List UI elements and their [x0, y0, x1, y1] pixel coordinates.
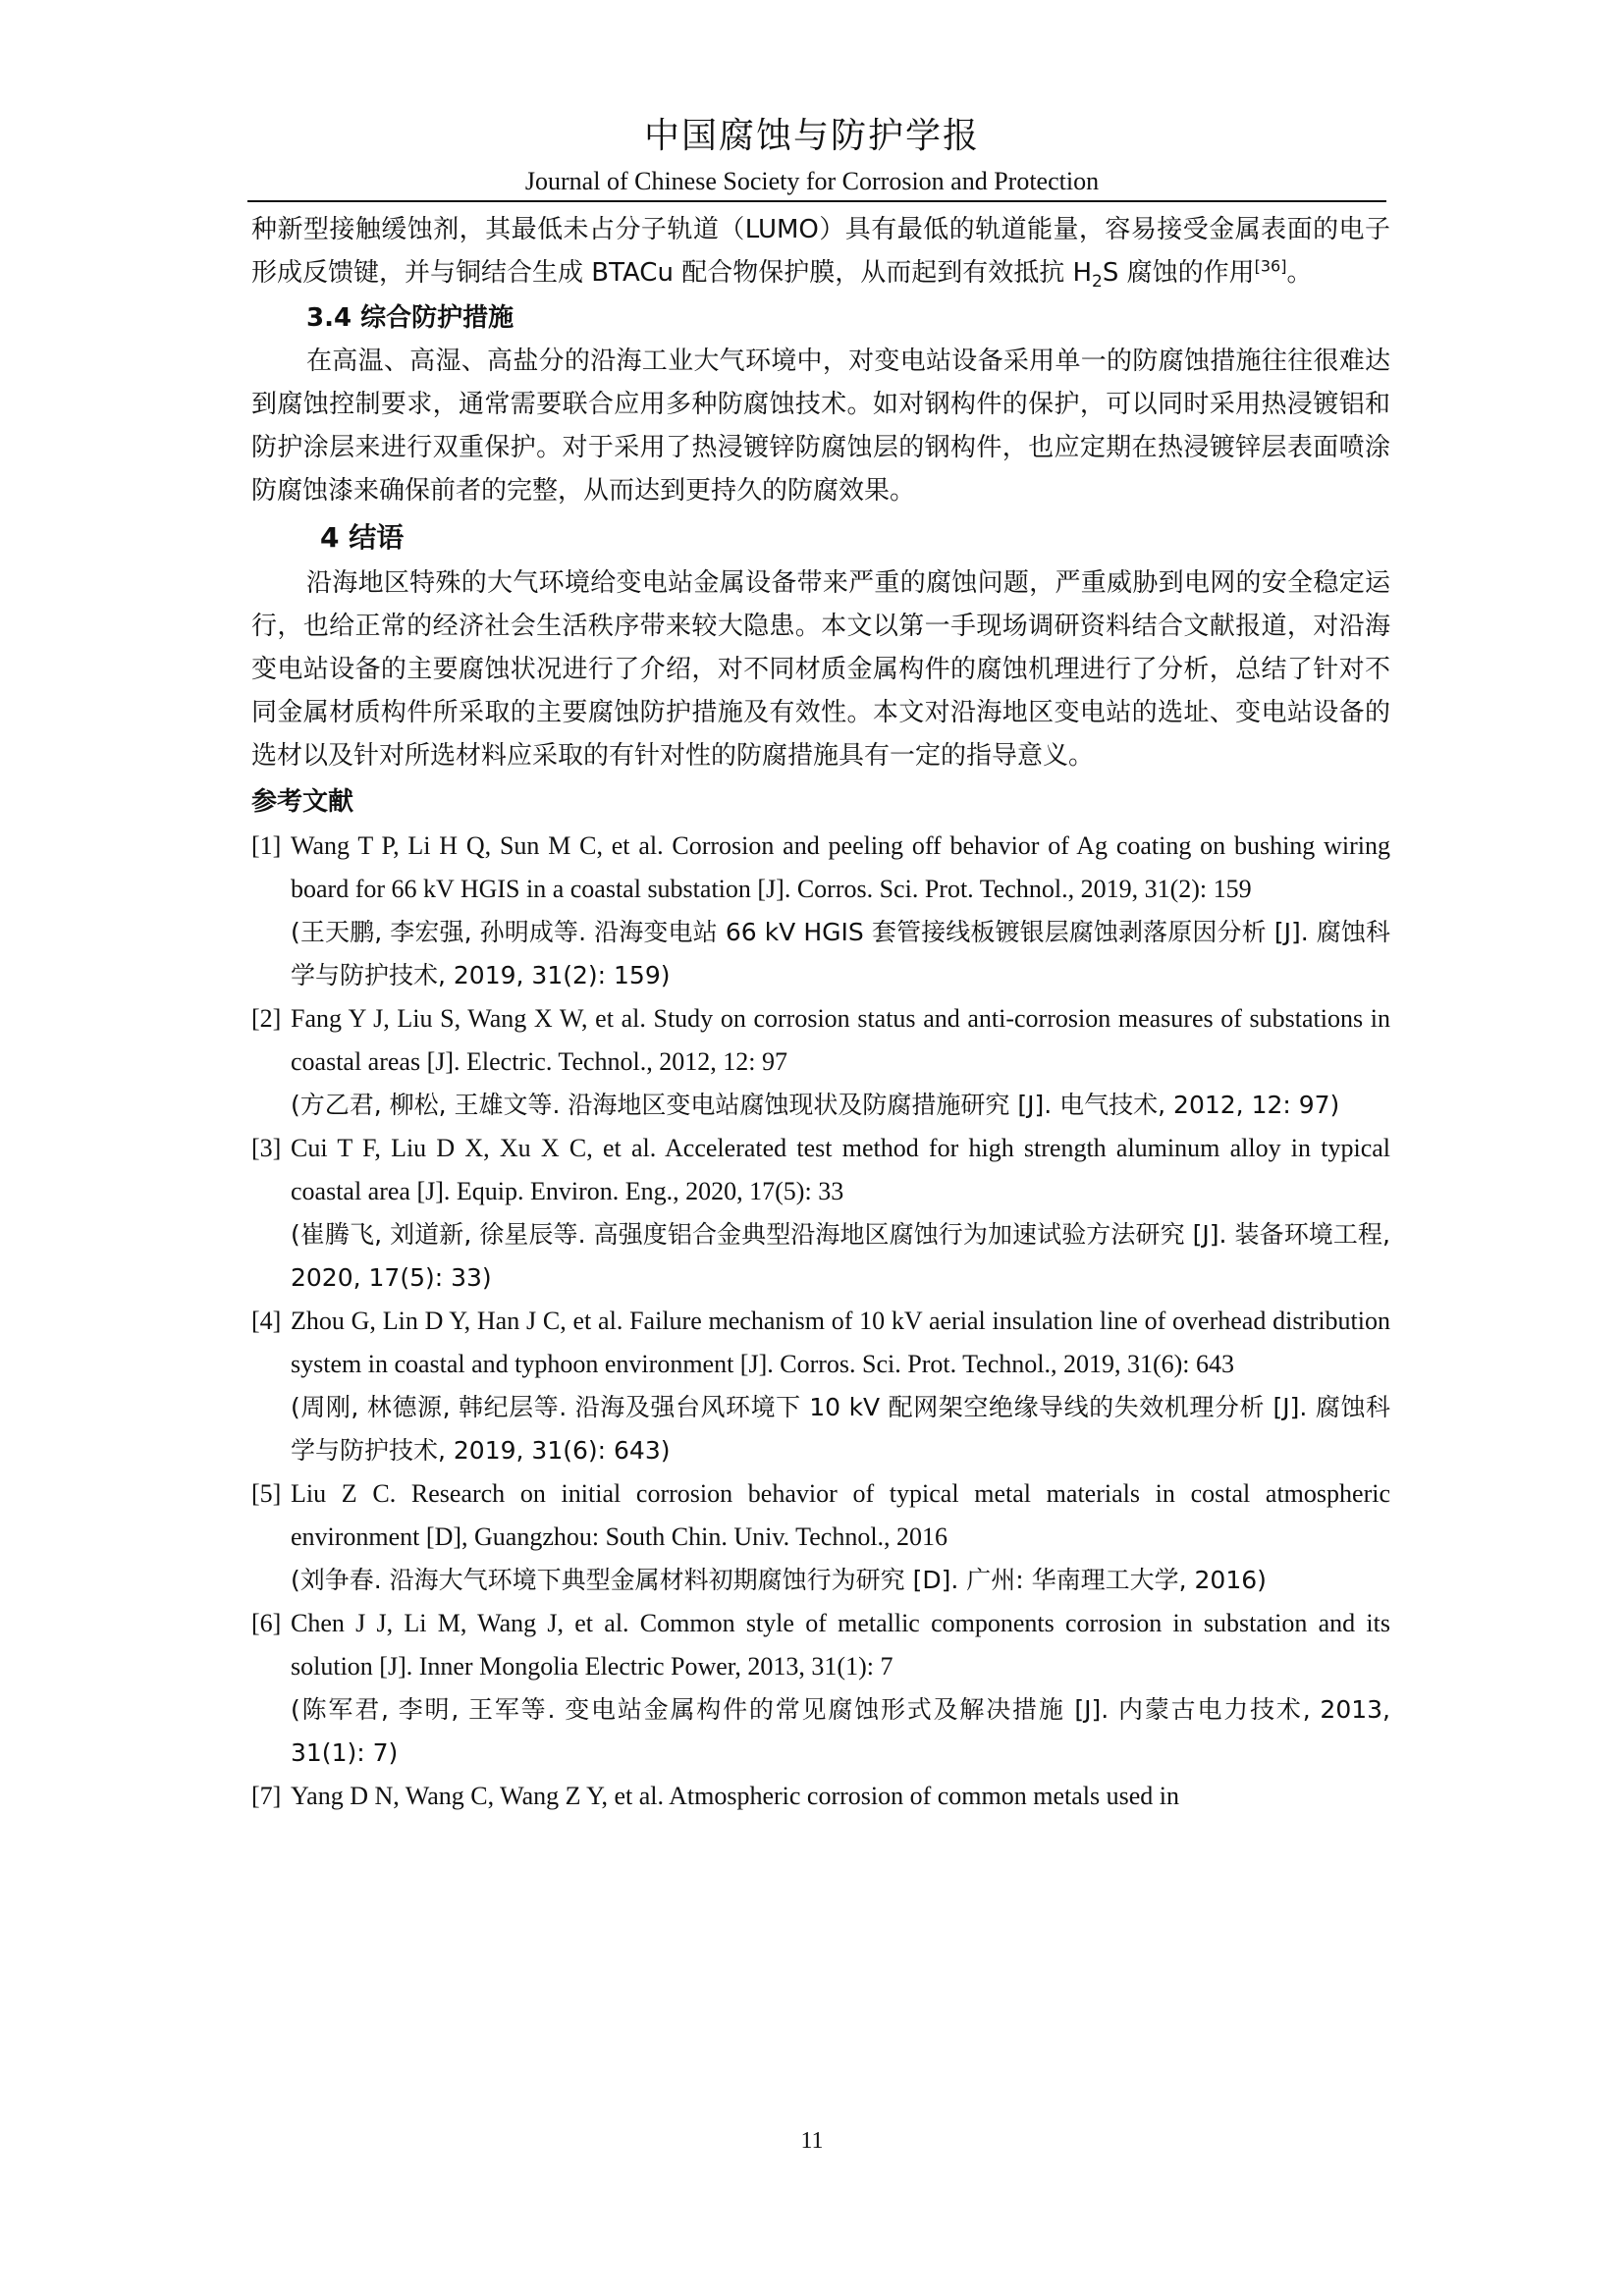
reference-cn: (陈军君, 李明, 王军等. 变电站金属构件的常见腐蚀形式及解决措施 [J]. 内蒙古电力技术, 2013, 31(1): 7) [291, 1695, 1390, 1767]
reference-item [251, 825, 1390, 997]
reference-item [251, 1472, 1390, 1602]
reference-item [251, 1775, 1390, 1818]
reference-item [251, 997, 1390, 1127]
reference-en: Zhou G, Lin D Y, Han J C, et al. Failure mechanism of 10 kV aerial insulation line of overhead distribution system in coastal and typhoon environment [J]. Corros. Sci. Prot. Technol., 2019, 31(6): 643 [291, 1307, 1390, 1378]
reference-en: Liu Z C. Research on initial corrosion behavior of typical metal materials in costal atmospheric environment [D], Guangzhou: South Chin. Univ. Technol., 2016 [291, 1479, 1390, 1551]
reference-cn: (周刚, 林德源, 韩纪层等. 沿海及强台风环境下 10 kV 配网架空绝缘导线的失效机理分析 [J]. 腐蚀科学与防护技术, 2019, 31(6): 643) [291, 1393, 1390, 1465]
continuation-text-a: 种新型接触缓蚀剂，其最低未占分子轨道（LUMO）具有最低的轨道能量，容易接受金属表面的电子形成反馈键，并与铜结合生成 BTACu 配合物保护膜，从而起到有效抵抗 H [251, 215, 1390, 288]
reference-cn: (王天鹏, 李宏强, 孙明成等. 沿海变电站 66 kV HGIS 套管接线板镀银层腐蚀剥落原因分析 [J]. 腐蚀科学与防护技术, 2019, 31(2): 159) [291, 918, 1390, 989]
reference-number: [6] [251, 1609, 282, 1637]
section-3-4-heading: 3.4 综合防护措施 [306, 303, 514, 333]
reference-item [251, 1127, 1390, 1300]
reference-cn: (方乙君, 柳松, 王雄文等. 沿海地区变电站腐蚀现状及防腐措施研究 [J]. 电气技术, 2012, 12: 97) [291, 1091, 1340, 1119]
continuation-text-b: S 腐蚀的作用 [1102, 258, 1255, 288]
continuation-paragraph [251, 208, 1390, 294]
main-text [251, 208, 1390, 1818]
journal-title-en: Journal of Chinese Society for Corrosion and Protection [524, 167, 1100, 195]
reference-en: Chen J J, Li M, Wang J, et al. Common style of metallic components corrosion in substation and its solution [J]. Inner Mongolia Electric Power, 2013, 31(1): 7 [291, 1609, 1390, 1681]
reference-cn: (崔腾飞, 刘道新, 徐星辰等. 高强度铝合金典型沿海地区腐蚀行为加速试验方法研究 [J]. 装备环境工程, 2020, 17(5): 33) [291, 1220, 1390, 1292]
reference-number: [7] [251, 1782, 282, 1810]
reference-number: [3] [251, 1134, 282, 1162]
reference-number: [2] [251, 1004, 282, 1033]
reference-number: [4] [251, 1307, 282, 1335]
continuation-end: 。 [1286, 258, 1313, 288]
reference-item [251, 1300, 1390, 1472]
citation-36: [36] [1254, 256, 1287, 276]
reference-item [251, 1602, 1390, 1775]
page-number: 11 [800, 2128, 824, 2154]
header-rule [247, 200, 1386, 202]
reference-number: [1] [251, 831, 282, 860]
section-3-4-paragraph: 在高温、高湿、高盐分的沿海工业大气环境中，对变电站设备采用单一的防腐蚀措施往往很难达到腐蚀控制要求，通常需要联合应用多种防腐蚀技术。如对钢构件的保护，可以同时采用热浸镀铝和防护涂层来进行双重保护。对于采用了热浸镀锌防腐蚀层的钢构件，也应定期在热浸镀锌层表面喷涂防腐蚀漆来确保前者的完整，从而达到更持久的防腐效果。 [251, 347, 1390, 506]
reference-en: Cui T F, Liu D X, Xu X C, et al. Accelerated test method for high strength aluminum alloy in typical coastal area [J]. Equip. Environ. Eng., 2020, 17(5): 33 [291, 1134, 1390, 1205]
reference-en: Wang T P, Li H Q, Sun M C, et al. Corrosion and peeling off behavior of Ag coating on bushing wiring board for 66 kV HGIS in a coastal substation [J]. Corros. Sci. Prot. Technol., 2019, 31(2): 159 [291, 831, 1390, 903]
subscript-2: 2 [1092, 272, 1103, 293]
reference-en: Fang Y J, Liu S, Wang X W, et al. Study on corrosion status and anti-corrosion measures of substations in coastal areas [J]. Electric. Technol., 2012, 12: 97 [291, 1004, 1390, 1076]
journal-title-cn: 中国腐蚀与防护学报 [643, 116, 980, 156]
reference-en: Yang D N, Wang C, Wang Z Y, et al. Atmospheric corrosion of common metals used in [291, 1782, 1179, 1810]
section-4-heading: 4 结语 [320, 521, 405, 554]
reference-cn: (刘争春. 沿海大气环境下典型金属材料初期腐蚀行为研究 [D]. 广州: 华南理工大学, 2016) [291, 1566, 1267, 1594]
references-heading: 参考文献 [251, 787, 354, 817]
reference-number: [5] [251, 1479, 282, 1508]
reference-list [251, 825, 1390, 1818]
section-4-paragraph: 沿海地区特殊的大气环境给变电站金属设备带来严重的腐蚀问题，严重威胁到电网的安全稳定运行，也给正常的经济社会生活秩序带来较大隐患。本文以第一手现场调研资料结合文献报道，对沿海变电站设备的主要腐蚀状况进行了介绍，对不同材质金属构件的腐蚀机理进行了分析，总结了针对不同金属材质构件所采取的主要腐蚀防护措施及有效性。本文对沿海地区变电站的选址、变电站设备的选材以及针对所选材料应采取的有针对性的防腐措施具有一定的指导意义。 [251, 568, 1390, 771]
